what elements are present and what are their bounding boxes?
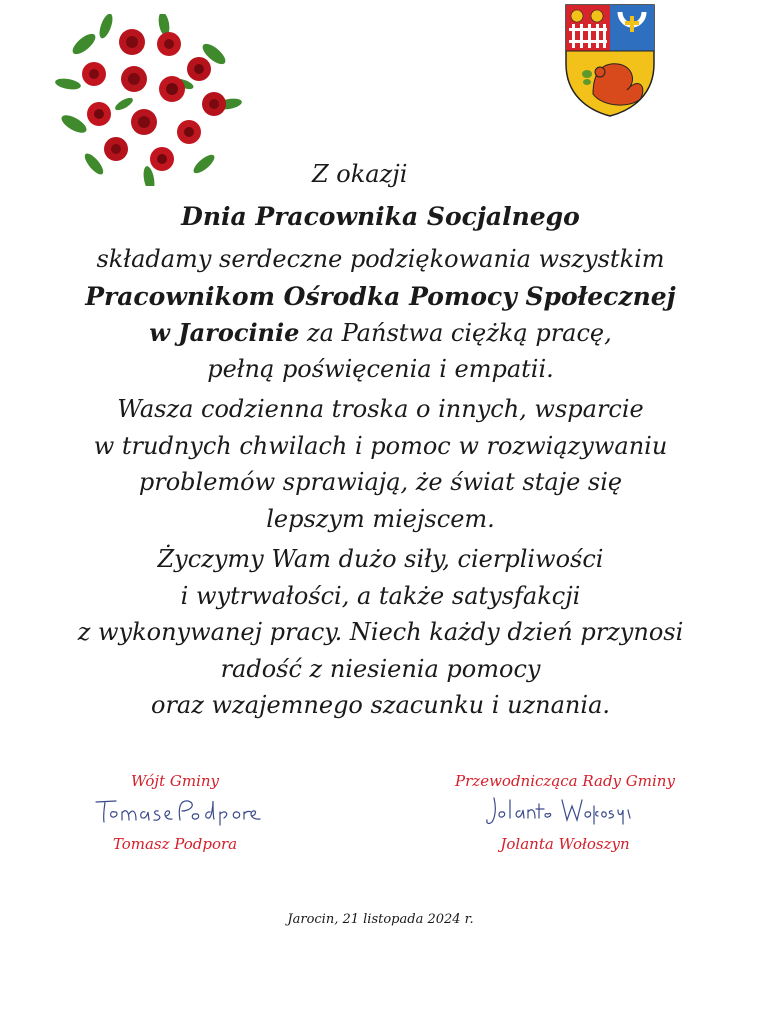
letter-line: problemów sprawiają, że świat staje się: [138, 468, 623, 496]
council-chair-title: Przewodnicząca Rady Gminy: [455, 772, 675, 790]
place-and-date: Jarocin, 21 listopada 2024 r.: [287, 912, 474, 927]
coat-of-arms-image: [563, 2, 657, 118]
recipient-line: Pracownikom Ośrodka Pomocy Społecznej: [85, 282, 676, 311]
mayor-handwritten-signature: [92, 796, 262, 826]
letter-line-rest: za Państwa ciężką pracę,: [299, 319, 612, 347]
letter-line: z wykonywanej pracy. Niech każdy dzień przynosi: [77, 618, 684, 646]
letter-line: lepszym miejscem.: [266, 505, 495, 533]
letter-line: oraz wzajemnego szacunku i uznania.: [151, 691, 610, 719]
council-chair-handwritten-signature: [484, 794, 634, 828]
council-chair-name: Jolanta Wołoszyn: [500, 835, 630, 853]
greeting-line: Z okazji: [312, 160, 408, 188]
letter-line: pełną poświęcenia i empatii.: [207, 355, 554, 383]
letter-line: w trudnych chwilach i pomoc w rozwiązywaniu: [93, 432, 668, 460]
mayor-name: Tomasz Podpora: [112, 835, 238, 853]
letter-line: [0, 318, 761, 347]
letter-line: i wytrwałości, a także satysfakcji: [180, 582, 581, 610]
letter-line: Życzymy Wam dużo siły, cierpliwości: [157, 545, 604, 573]
recipient-place: w Jarocinie: [149, 318, 300, 347]
letter-line: składamy serdeczne podziękowania wszystkim: [96, 245, 665, 273]
letter-line: radość z niesienia pomocy: [220, 655, 541, 683]
mayor-title: Wójt Gminy: [130, 772, 219, 790]
occasion-title: Dnia Pracownika Socjalnego: [181, 202, 580, 231]
letter-line: Wasza codzienna troska o innych, wsparcie: [117, 395, 644, 423]
roses-bouquet-image: [54, 14, 244, 186]
